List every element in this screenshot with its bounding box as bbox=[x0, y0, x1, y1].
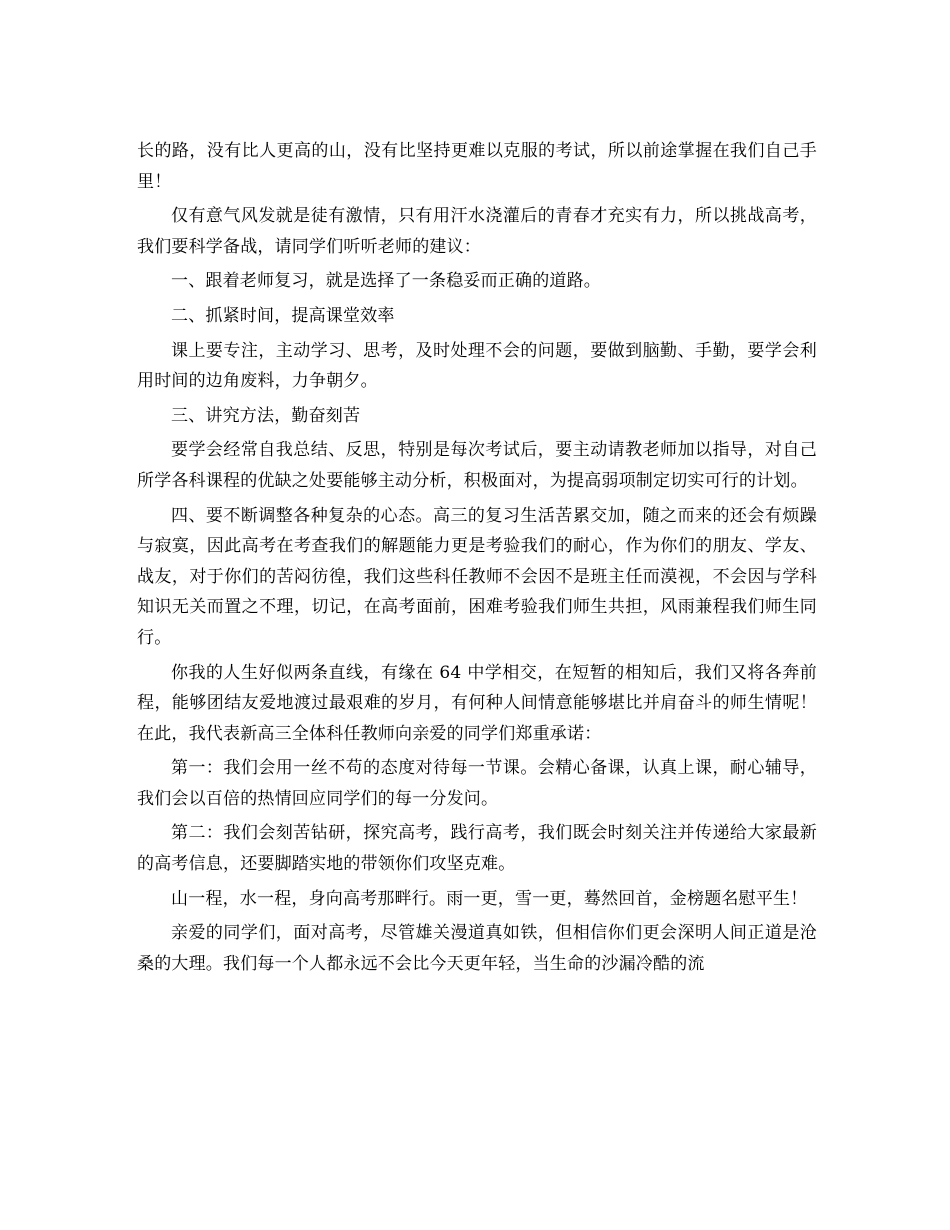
paragraph-8: 四、要不断调整各种复杂的心态。高三的复习生活苦累交加，随之而来的还会有烦躁与寂寞，因此高考在考查我们的解题能力更是考验我们的耐心，作为你们的朋友、学友、战友，对于你们的苦闷彷徨，我们这些科任教师不会因不是班主任而漠视，不会因与学科知识无关而置之不理，切记，在高考面前，困难考验我们师生共担，风雨兼程我们师生同行。 bbox=[137, 505, 817, 648]
paragraph-9: 你我的人生好似两条直线，有缘在 64 中学相交，在短暂的相知后，我们又将各奔前程，能够团结友爱地渡过最艰难的岁月，有何种人间情意能够堪比并肩奋斗的师生情呢！在此，我代表新高三全体科任教师向亲爱的同学们郑重承诺： bbox=[137, 662, 817, 744]
paragraph-1: 长的路，没有比人更高的山，没有比坚持更难以克服的考试，所以前途掌握在我们自己手里！ bbox=[137, 141, 817, 192]
paragraph-11: 第二：我们会刻苦钻研，探究高考，践行高考，我们既会时刻关注并传递给大家最新的高考信息，还要脚踏实地的带领你们攻坚克难。 bbox=[137, 823, 817, 875]
paragraph-2: 仅有意气风发就是徒有激情，只有用汗水浇灌后的青春才充实有力，所以挑战高考，我们要科学备战，请同学们听听老师的建议： bbox=[137, 206, 817, 257]
paragraph-13: 亲爱的同学们，面对高考，尽管雄关漫道真如铁，但相信你们更会深明人间正道是沧桑的大理。我们每一个人都永远不会比今天更年轻，当生命的沙漏冷酷的流 bbox=[137, 923, 817, 974]
document-body bbox=[137, 136, 817, 983]
paragraph-4: 二、抓紧时间，提高课堂效率 bbox=[171, 305, 395, 326]
paragraph-10: 第一：我们会用一丝不苟的态度对待每一节课。会精心备课，认真上课，耐心辅导，我们会以百倍的热情回应同学们的每一分发问。 bbox=[137, 758, 817, 809]
paragraph-5: 课上要专注，主动学习、思考，及时处理不会的问题，要做到脑勤、手勤，要学会利用时间的边角废料，力争朝夕。 bbox=[137, 340, 817, 392]
paragraph-12: 山一程，水一程，身向高考那畔行。雨一更，雪一更，蓦然回首，金榜题名慰平生！ bbox=[171, 888, 808, 909]
paragraph-7: 要学会经常自我总结、反思，特别是每次考试后，要主动请教老师加以指导，对自己所学各科课程的优缺之处要能够主动分析，积极面对，为提高弱项制定切实可行的计划。 bbox=[137, 440, 817, 491]
paragraph-6: 三、讲究方法，勤奋刻苦 bbox=[171, 405, 361, 426]
paragraph-3: 一、跟着老师复习，就是选择了一条稳妥而正确的道路。 bbox=[171, 271, 601, 292]
